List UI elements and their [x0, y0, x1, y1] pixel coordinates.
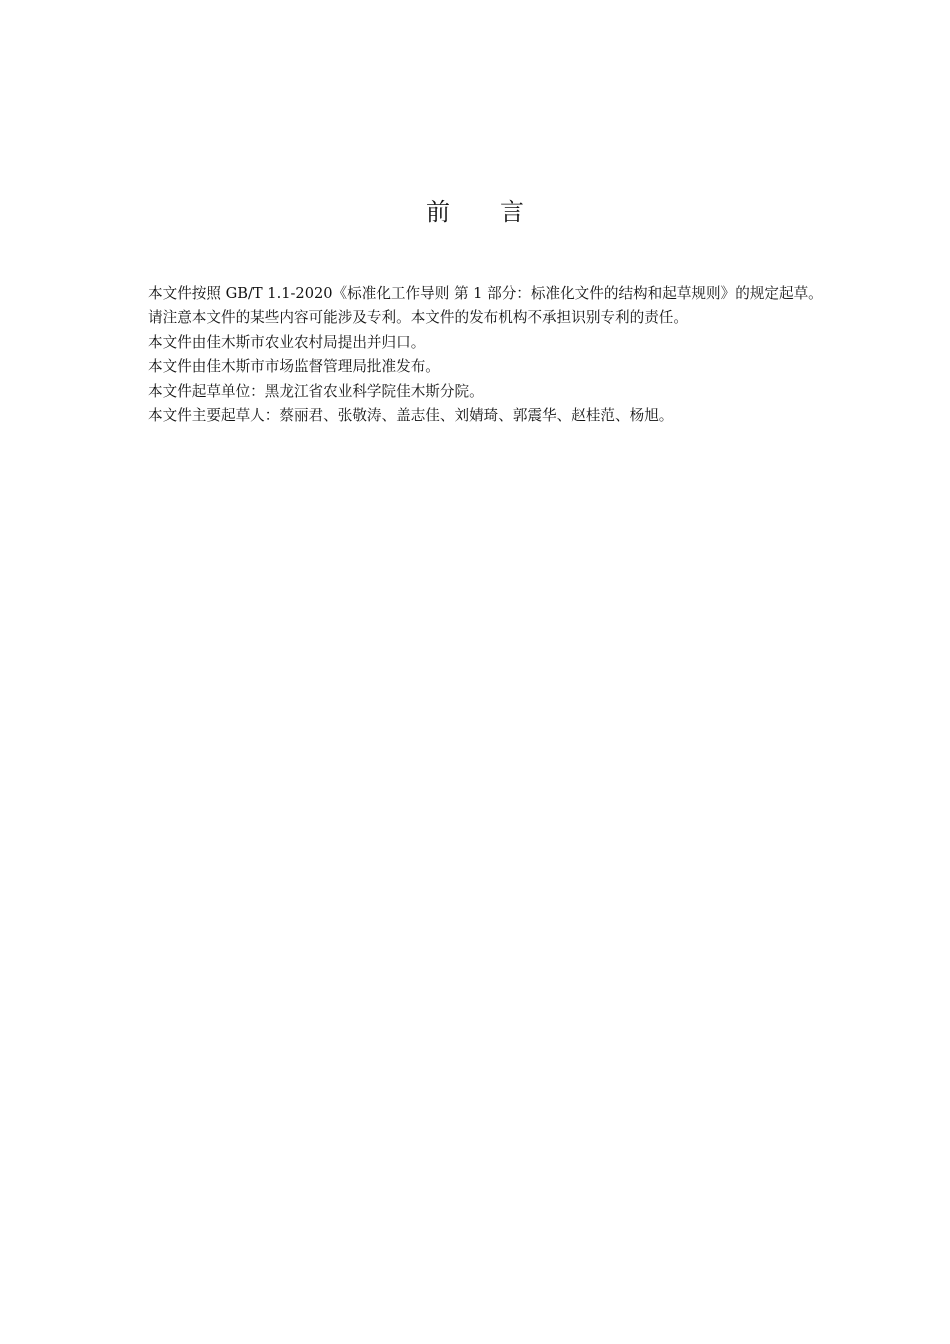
title-char-1: 前: [426, 198, 450, 226]
paragraph-drafters: 本文件主要起草人：蔡丽君、张敬涛、盖志佳、刘婧琦、郭震华、赵桂范、杨旭。: [148, 407, 674, 425]
paragraph-standard-basis: 本文件按照 GB/T 1.1-2020《标准化工作导则 第 1 部分：标准化文件的结构和起草规则》的规定起草。: [148, 285, 823, 302]
paragraph-drafting-unit: 本文件起草单位：黑龙江省农业科学院佳木斯分院。: [148, 382, 484, 400]
page-title: [0, 196, 950, 228]
paragraph-approver: 本文件由佳木斯市市场监督管理局批准发布。: [148, 358, 440, 376]
paragraph-patent-notice: 请注意本文件的某些内容可能涉及专利。本文件的发布机构不承担识别专利的责任。: [148, 309, 688, 327]
title-char-2: 言: [500, 198, 524, 226]
foreword-body: [114, 282, 862, 428]
paragraph-proposer: 本文件由佳木斯市农业农村局提出并归口。: [148, 333, 426, 351]
